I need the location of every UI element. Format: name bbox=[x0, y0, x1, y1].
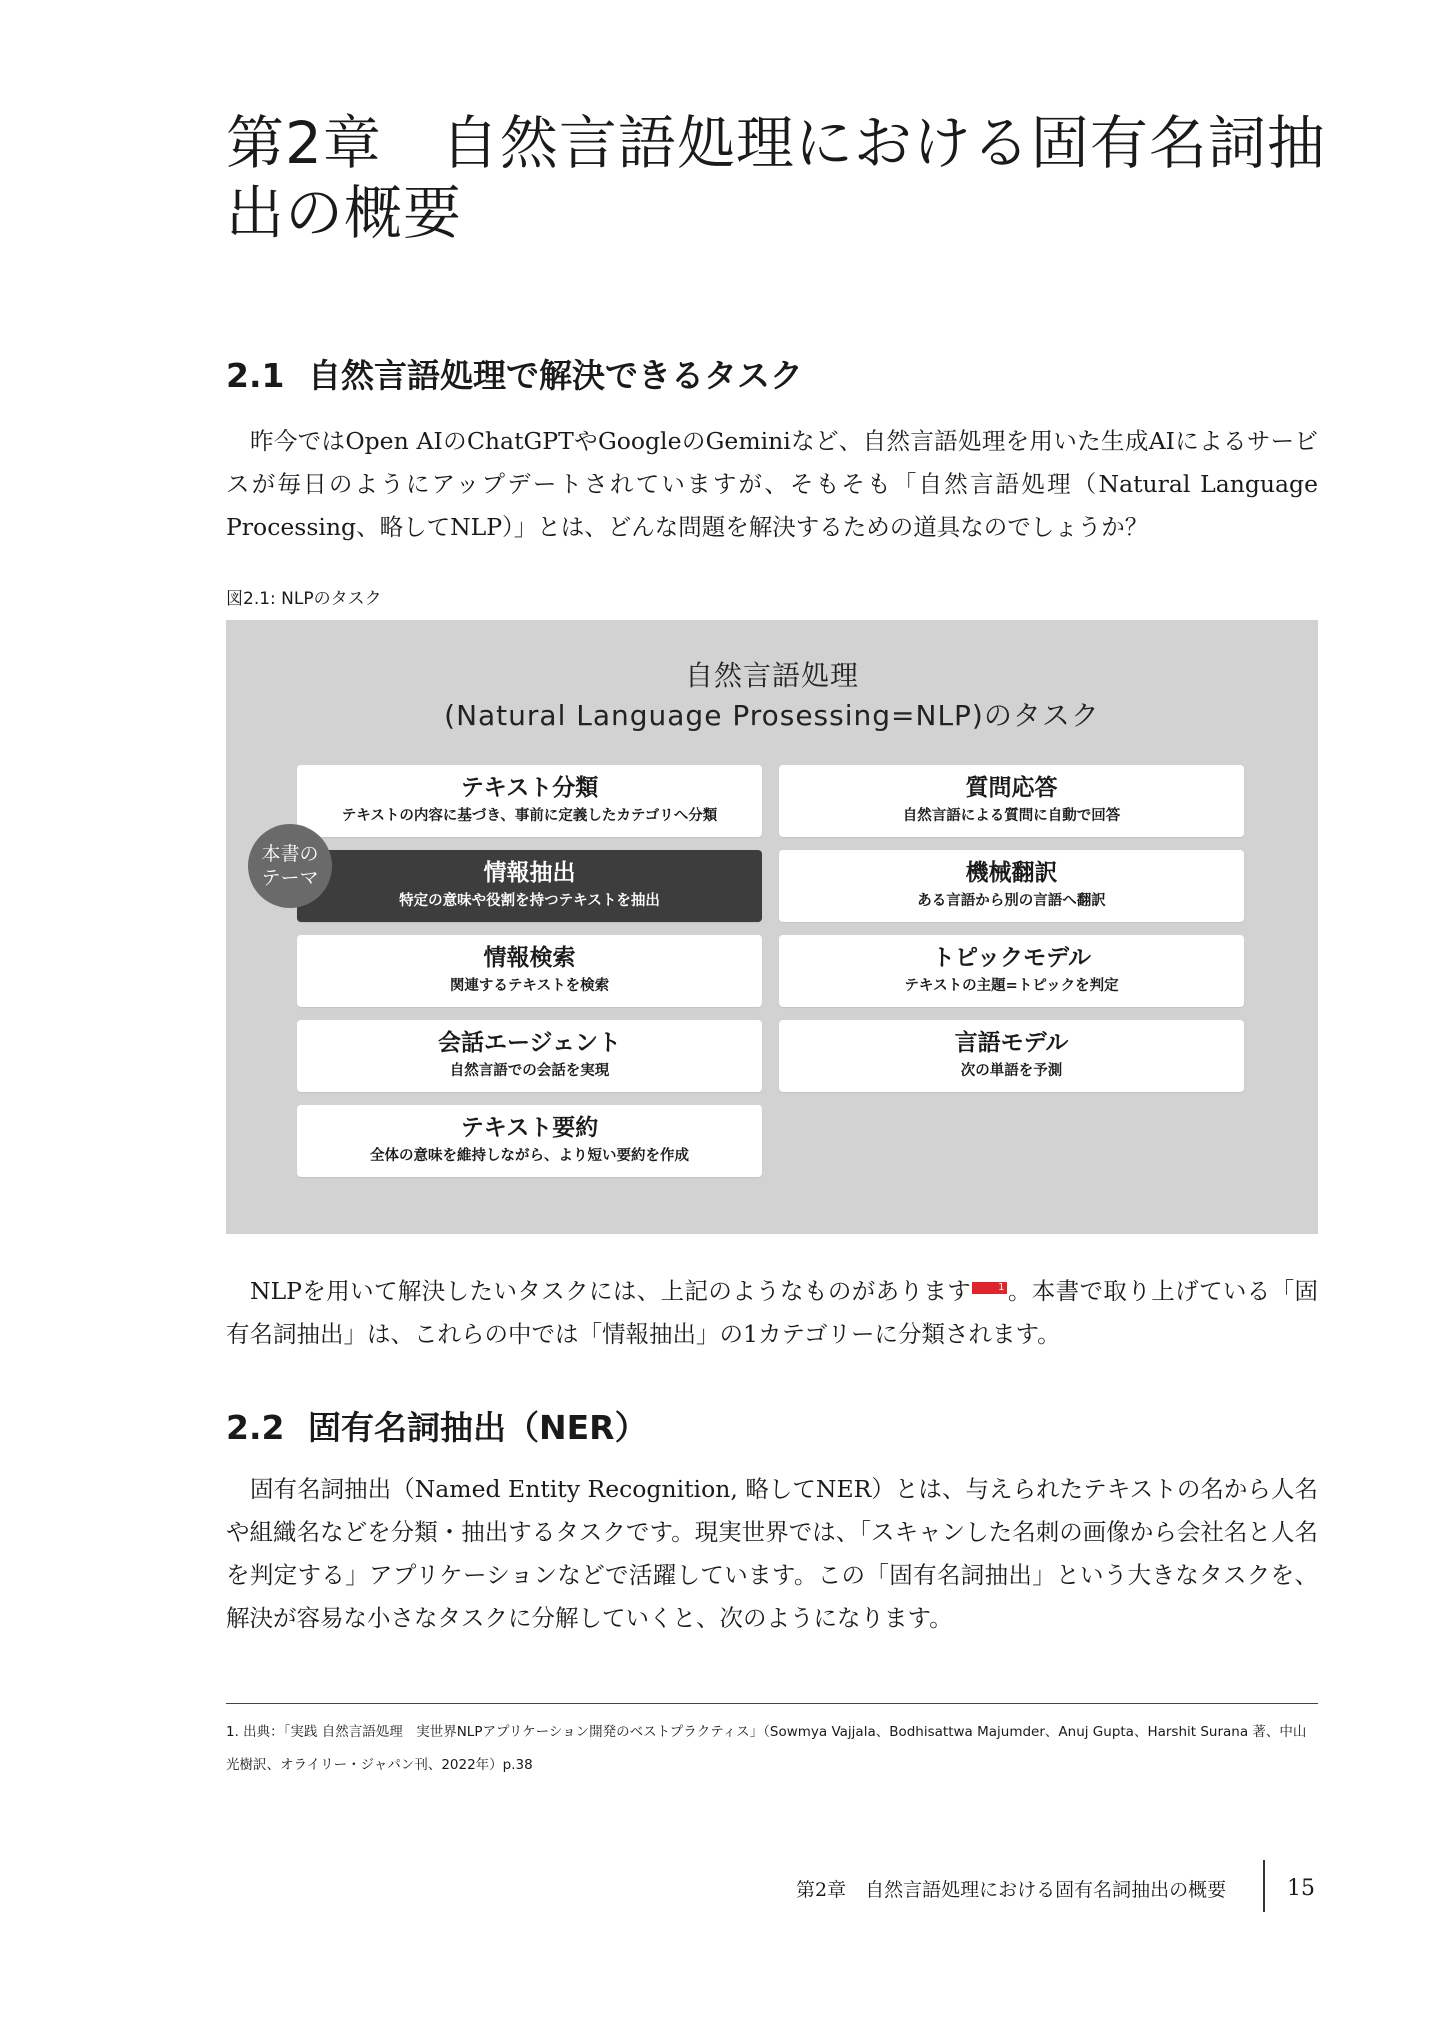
task-card-title: 機械翻訳 bbox=[965, 860, 1058, 886]
footnote-reference[interactable]: 1 bbox=[972, 1282, 1006, 1294]
task-card-description: 次の単語を予測 bbox=[960, 1063, 1063, 1079]
section-number: 2.1 bbox=[226, 356, 285, 395]
nlp-tasks-figure bbox=[226, 620, 1318, 1234]
task-card-description: ある言語から別の言語へ翻訳 bbox=[917, 893, 1106, 909]
badge-label: 本書のテーマ bbox=[261, 843, 319, 889]
task-card-conversational-agent bbox=[297, 1020, 762, 1092]
post-figure-paragraph bbox=[226, 1270, 1318, 1356]
footer-divider bbox=[1263, 1860, 1265, 1912]
section-title: 固有名詞抽出（NER） bbox=[308, 1408, 648, 1447]
task-card-description: 特定の意味や役割を持つテキストを抽出 bbox=[399, 893, 660, 909]
task-card-description: テキストの内容に基づき、事前に定義したカテゴリへ分類 bbox=[341, 808, 718, 824]
task-card-machine-translation bbox=[779, 850, 1244, 922]
task-card-description: 自然言語での会話を実現 bbox=[449, 1063, 610, 1079]
section-heading-2-1 bbox=[226, 356, 1326, 396]
paragraph-text-continued: 。本書で取り上げている「固有名詞抽出」は、これらの中では「情報抽出」の1カテゴリーに分類されます。 bbox=[226, 1277, 1318, 1348]
footnote: 1. 出典：「実践 自然言語処理 実世界NLPアプリケーション開発のベストプラクティス」（Sowmya Vajjala、Bodhisattwa Majumder、Anuj Gupta、Harshit Surana 著、中山光樹訳、オライリー・ジャパン刊、2022年）p.38 bbox=[226, 1724, 1307, 1773]
running-footer-title: 第2章 自然言語処理における固有名詞抽出の概要 bbox=[796, 1879, 1227, 1901]
book-theme-badge bbox=[248, 824, 332, 908]
task-card-title: 質問応答 bbox=[965, 775, 1058, 801]
task-card-description: 関連するテキストを検索 bbox=[449, 978, 610, 994]
task-card-information-retrieval bbox=[297, 935, 762, 1007]
section-heading-2-2 bbox=[226, 1408, 1326, 1448]
task-card-description: テキストの主題=トピックを判定 bbox=[904, 978, 1119, 994]
section-2-1-paragraph: 昨今ではOpen AIのChatGPTやGoogleのGeminiなど、自然言語処理を用いた生成AIによるサービスが毎日のようにアップデートされていますが、そもそも「自然言語処理（Natural Language Processing、略してNLP）」とは、どんな問題を解決するための道具なのでしょうか？ bbox=[226, 427, 1318, 541]
figure-title-line-1: 自然言語処理 bbox=[684, 659, 859, 692]
task-card-title: 情報検索 bbox=[483, 945, 576, 971]
task-card-title: 情報抽出 bbox=[483, 860, 576, 886]
task-card-description: 全体の意味を維持しながら、より短い要約を作成 bbox=[370, 1148, 689, 1164]
task-card-title: 会話エージェント bbox=[437, 1030, 622, 1056]
figure-caption: 図2.1: NLPのタスク bbox=[226, 589, 382, 609]
page-number: 15 bbox=[1287, 1876, 1315, 1901]
task-card-description: 自然言語による質問に自動で回答 bbox=[902, 808, 1121, 824]
task-card-title: テキスト要約 bbox=[460, 1115, 599, 1141]
task-card-information-extraction bbox=[297, 850, 762, 922]
task-card-text-classification bbox=[297, 765, 762, 837]
figure-title-line-2: (Natural Language Prosessing=NLP)のタスク bbox=[444, 699, 1100, 732]
section-number: 2.2 bbox=[226, 1408, 285, 1447]
section-title: 自然言語処理で解決できるタスク bbox=[308, 356, 803, 395]
chapter-title: 第2章 自然言語処理における固有名詞抽出の概要 bbox=[226, 109, 1326, 247]
footnote-divider bbox=[226, 1703, 1318, 1704]
task-card-title: 言語モデル bbox=[954, 1030, 1069, 1056]
task-card-text-summarization bbox=[297, 1105, 762, 1177]
task-card-title: テキスト分類 bbox=[460, 775, 599, 801]
task-card-title: トピックモデル bbox=[932, 945, 1091, 971]
task-card-question-answering bbox=[779, 765, 1244, 837]
figure-title bbox=[226, 656, 1318, 736]
task-card-topic-model bbox=[779, 935, 1244, 1007]
section-2-2-paragraph: 固有名詞抽出（Named Entity Recognition, 略してNER）とは、与えられたテキストの名から人名や組織名などを分類・抽出するタスクです。現実世界では、「スキャンした名刺の画像から会社名と人名を判定する」アプリケーションなどで活躍しています。この「固有名詞抽出」という大きなタスクを、解決が容易な小さなタスクに分解していくと、次のようになります。 bbox=[226, 1475, 1318, 1632]
paragraph-text: NLPを用いて解決したいタスクには、上記のようなものがあります bbox=[250, 1277, 972, 1305]
task-card-language-model bbox=[779, 1020, 1244, 1092]
